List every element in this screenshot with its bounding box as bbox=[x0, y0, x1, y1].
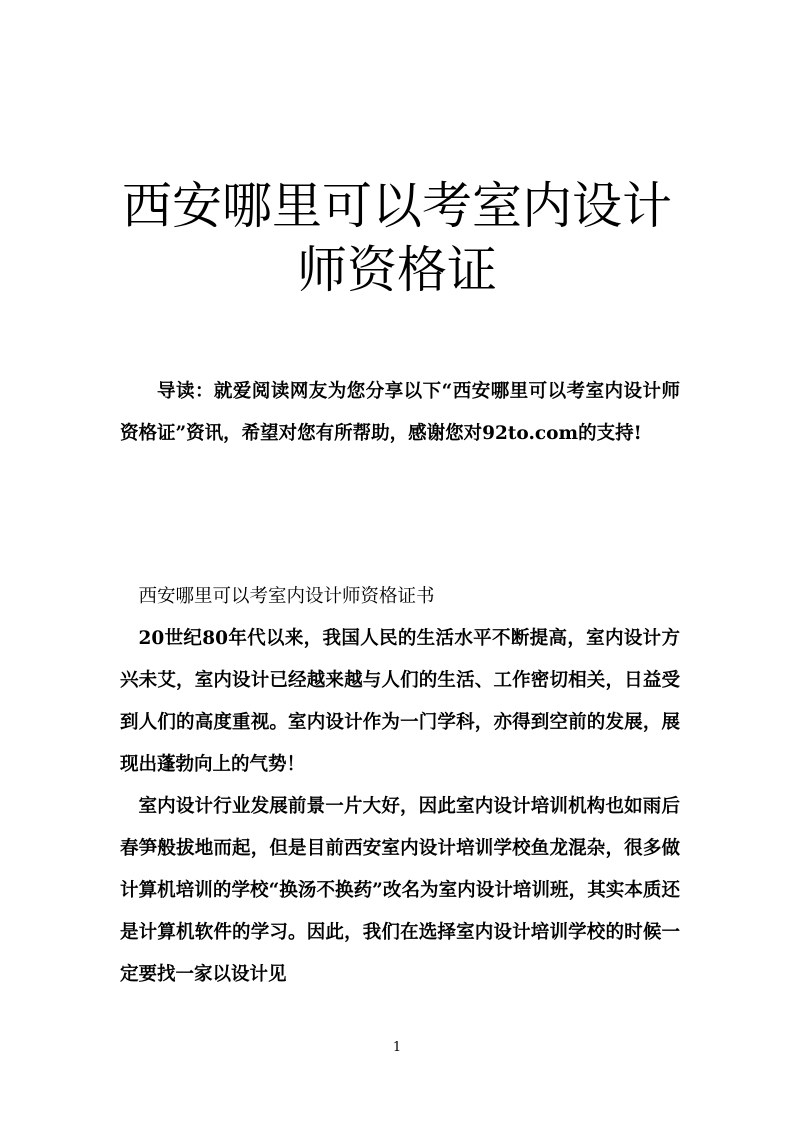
section-subtitle: 西安哪里可以考室内设计师资格证书 bbox=[138, 586, 435, 607]
body-paragraph-2: 室内设计行业发展前景一片大好，因此室内设计培训机构也如雨后春笋般拔地而起，但是目前西安室内设计培训学校鱼龙混杂，很多做计算机培训的学校“换汤不换药”改名为室内设计培训班，其实本质还是计算机软件的学习。因此，我们在选择室内设计培训学校的时候一定要找一家以设计见 bbox=[120, 796, 680, 985]
document-title-line-2: 师资格证 bbox=[297, 240, 497, 299]
intro-paragraph: 导读：就爱阅读网友为您分享以下“西安哪里可以考室内设计师资格证”资讯，希望对您有所帮助，感谢您对92to.com的支持! bbox=[120, 381, 680, 444]
document-title-line-1: 西安哪里可以考室内设计 bbox=[122, 176, 672, 235]
body-paragraph-1: 20世纪80年代以来，我国人民的生活水平不断提高，室内设计方兴未艾，室内设计已经越来越与人们的生活、工作密切相关，日益受到人们的高度重视。室内设计作为一门学科，亦得到空前的发展，展现出蓬勃向上的气势！ bbox=[120, 628, 680, 775]
page-number: 1 bbox=[392, 1040, 402, 1055]
